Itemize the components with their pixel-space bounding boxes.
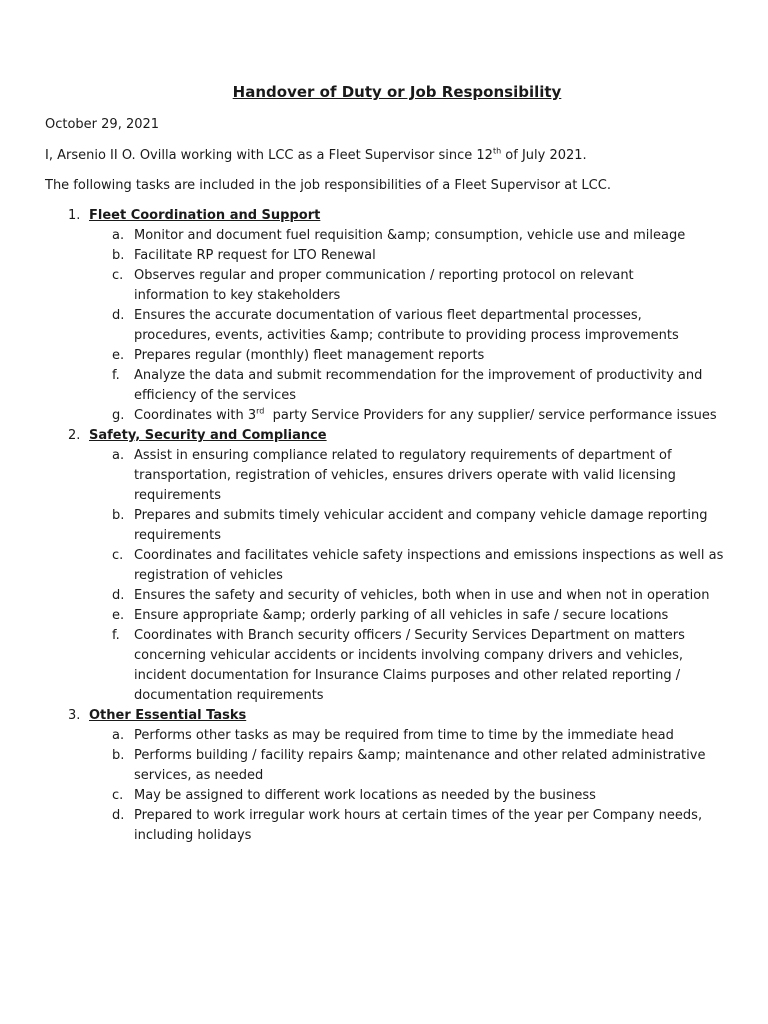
list-item-line: including holidays <box>134 828 252 843</box>
task-sections <box>0 206 768 846</box>
section-heading <box>0 426 768 446</box>
list-item <box>0 406 768 426</box>
list-item-line: Ensures the accurate documentation of various fleet departmental processes, <box>134 308 642 323</box>
list-item <box>0 546 768 586</box>
list-item-line: Observes regular and proper communication / reporting protocol on relevant <box>134 268 634 283</box>
list-item-line: transportation, registration of vehicles, ensures drivers operate with valid licensing <box>134 468 676 483</box>
list-item-line: Prepares regular (monthly) fleet management reports <box>134 348 485 363</box>
list-item-text <box>134 786 734 806</box>
list-item-text <box>134 746 734 786</box>
list-item-line: concerning vehicular accidents or incidents involving company drivers and vehicles, <box>134 648 683 663</box>
list-item <box>0 506 768 546</box>
section-title: Fleet Coordination and Support <box>89 208 321 223</box>
section-title: Safety, Security and Compliance <box>89 428 327 443</box>
list-item-line: Ensure appropriate &amp; orderly parking of all vehicles in safe / secure locations <box>134 608 669 623</box>
list-item-superscript: rd <box>256 406 265 416</box>
document-date: October 29, 2021 <box>45 117 160 132</box>
list-item-line: Facilitate RP request for LTO Renewal <box>134 248 376 263</box>
intro-superscript: th <box>492 146 502 156</box>
list-item <box>0 226 768 246</box>
list-item <box>0 586 768 606</box>
section-number: 3. <box>68 708 81 723</box>
list-item-text <box>134 226 734 246</box>
list-item-line: May be assigned to different work locations as needed by the business <box>134 788 596 803</box>
intro-text: I, Arsenio II O. Ovilla working with LCC as a Fleet Supervisor since 12 <box>45 148 493 163</box>
list-item <box>0 366 768 406</box>
list-item-text <box>134 586 734 606</box>
list-item <box>0 786 768 806</box>
list-item <box>0 806 768 846</box>
section-1 <box>0 206 768 426</box>
list-item-letter: b. <box>112 748 125 763</box>
list-item-line: Performs other tasks as may be required from time to time by the immediate head <box>134 728 674 743</box>
list-item-letter: b. <box>112 508 125 523</box>
list-item-text <box>134 806 734 846</box>
list-item-letter: e. <box>112 608 125 623</box>
list-item-text <box>134 266 734 306</box>
list-item-line: documentation requirements <box>134 688 324 703</box>
list-item-letter: c. <box>112 788 124 803</box>
list-item <box>0 266 768 306</box>
list-item-line: Prepared to work irregular work hours at certain times of the year per Company needs, <box>134 808 703 823</box>
section-heading <box>0 706 768 726</box>
list-item <box>0 246 768 266</box>
list-item-letter: e. <box>112 348 125 363</box>
list-item-line: Ensures the safety and security of vehicles, both when in use and when not in operation <box>134 588 710 603</box>
list-item-line: Monitor and document fuel requisition &amp; consumption, vehicle use and mileage <box>134 228 686 243</box>
list-item-text <box>134 446 734 506</box>
list-item-text <box>134 606 734 626</box>
list-item-line: Performs building / facility repairs &amp; maintenance and other related administrative <box>134 748 706 763</box>
list-item-text <box>134 626 734 706</box>
list-item-letter: b. <box>112 248 125 263</box>
list-item-text <box>134 546 734 586</box>
list-item-letter: c. <box>112 268 124 283</box>
list-item-line: incident documentation for Insurance Claims purposes and other related reporting / <box>134 668 681 683</box>
list-item-text <box>134 346 734 366</box>
section-heading <box>0 206 768 226</box>
list-item-line: requirements <box>134 488 221 503</box>
intro-paragraph <box>45 146 587 166</box>
list-item <box>0 726 768 746</box>
list-item-text <box>134 246 734 266</box>
list-item-line: services, as needed <box>134 768 264 783</box>
list-item-letter: f. <box>112 628 120 643</box>
list-item-letter: a. <box>112 448 125 463</box>
tasks-intro: The following tasks are included in the job responsibilities of a Fleet Supervisor at LCC. <box>45 178 611 193</box>
list-item <box>0 446 768 506</box>
section-2 <box>0 426 768 706</box>
list-item-line: Assist in ensuring compliance related to regulatory requirements of department of <box>134 448 672 463</box>
section-number: 1. <box>68 208 81 223</box>
list-item-line: Prepares and submits timely vehicular accident and company vehicle damage reporting <box>134 508 708 523</box>
list-item-text <box>134 406 734 426</box>
list-item-text <box>134 366 734 406</box>
list-item <box>0 626 768 706</box>
list-item-letter: a. <box>112 728 125 743</box>
list-item-line <box>134 406 734 426</box>
list-item-line-text: party Service Providers for any supplier/ service performance issues <box>264 408 717 423</box>
list-item-letter: c. <box>112 548 124 563</box>
list-item-line: requirements <box>134 528 221 543</box>
list-item-letter: d. <box>112 588 125 603</box>
section-3 <box>0 706 768 846</box>
list-item-letter: g. <box>112 408 125 423</box>
list-item-letter: f. <box>112 368 120 383</box>
section-title: Other Essential Tasks <box>89 708 247 723</box>
list-item-line: Coordinates and facilitates vehicle safety inspections and emissions inspections as well as <box>134 548 724 563</box>
intro-text-end: of July 2021. <box>501 148 587 163</box>
list-item-line-text: Coordinates with 3 <box>134 408 257 423</box>
list-item-line: procedures, events, activities &amp; contribute to providing process improvements <box>134 328 679 343</box>
document-title: Handover of Duty or Job Responsibility <box>232 83 562 101</box>
list-item-text <box>134 726 734 746</box>
list-item <box>0 746 768 786</box>
list-item-text <box>134 506 734 546</box>
list-item-line: Coordinates with Branch security officers / Security Services Department on matters <box>134 628 685 643</box>
list-item-text <box>134 306 734 346</box>
list-item-letter: d. <box>112 308 125 323</box>
list-item <box>0 606 768 626</box>
list-item-letter: a. <box>112 228 125 243</box>
list-item <box>0 306 768 346</box>
list-item <box>0 346 768 366</box>
list-item-line: efficiency of the services <box>134 388 297 403</box>
list-item-line: Analyze the data and submit recommendation for the improvement of productivity and <box>134 368 703 383</box>
list-item-line: information to key stakeholders <box>134 288 341 303</box>
list-item-line: registration of vehicles <box>134 568 283 583</box>
section-number: 2. <box>68 428 81 443</box>
list-item-letter: d. <box>112 808 125 823</box>
